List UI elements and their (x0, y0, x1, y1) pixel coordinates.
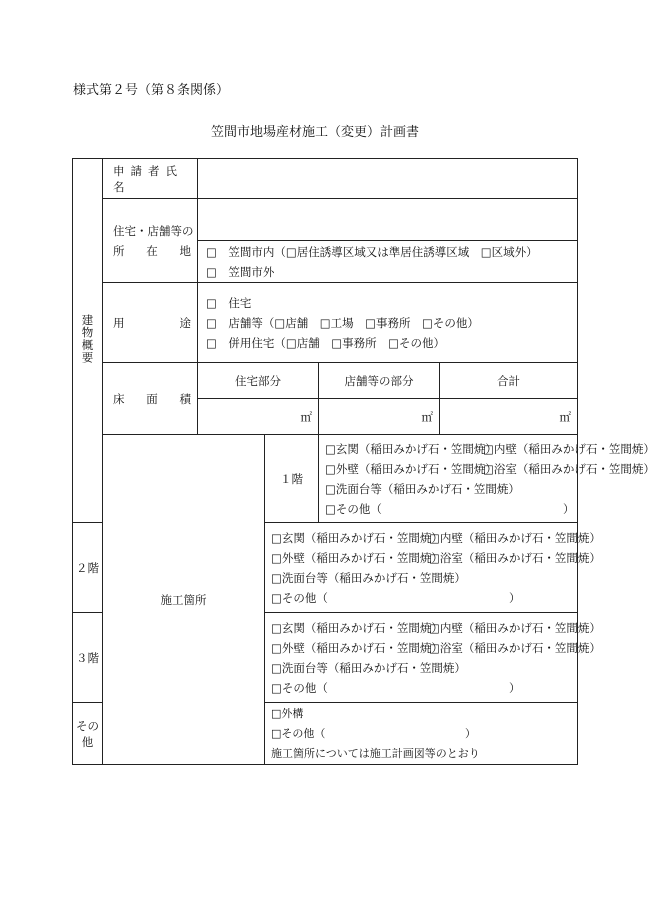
floor-area-residence-header: 住宅部分 (198, 363, 319, 399)
floor-2-bathroom[interactable]: □浴室（稲田みかげ石・笠間焼） (429, 550, 601, 565)
building-overview-label: 建物概要 (80, 314, 95, 364)
location-options (198, 241, 578, 283)
usage-option-store[interactable]: □ 店舗等（□店舗 □工場 □事務所 □その他） (206, 315, 479, 330)
floor-3-bathroom[interactable]: □浴室（稲田みかげ石・笠間焼） (429, 640, 601, 655)
construction-note: 施工箇所については施工計画図等のとおり (271, 746, 480, 760)
applicant-name-field[interactable] (198, 159, 578, 199)
floor-area-residence-field[interactable] (198, 399, 319, 435)
usage-options (198, 283, 578, 363)
floor-3-washbasin[interactable]: □洗面台等（稲田みかげ石・笠間焼） (271, 660, 466, 675)
floor-1-areas (319, 435, 655, 523)
other-other[interactable]: □その他（ ） (271, 726, 476, 740)
floor-2-exterior-wall[interactable]: □外壁（稲田みかげ石・笠間焼） (271, 550, 443, 565)
floor-3-other[interactable]: □その他（ ） (271, 680, 521, 695)
location-label-top: 住宅・店舗等の (113, 223, 194, 238)
floor-3-interior-wall[interactable]: □内壁（稲田みかげ石・笠間焼） (429, 620, 601, 635)
floor-1-interior-wall[interactable]: □内壁（稲田みかげ石・笠間焼） (483, 441, 655, 456)
document-title: 笠間市地場産材施工（変更）計画書 (210, 125, 419, 140)
unit-sqm: ㎡ (559, 409, 571, 424)
floor-2-areas (265, 523, 601, 613)
usage-option-residence[interactable]: □ 住宅 (206, 295, 252, 310)
floor-area-label-cell (103, 363, 198, 435)
location-label-bottom: 所 在 地 (113, 243, 191, 258)
other-area-label: その他 (73, 703, 103, 765)
building-overview-section (73, 159, 103, 523)
usage-option-mixed[interactable]: □ 併用住宅（□店舗 □事務所 □その他） (206, 335, 445, 350)
other-exterior-structure[interactable]: □外構 (271, 706, 304, 720)
floor-area-total-header: 合計 (440, 363, 578, 399)
floor-area-store-field[interactable] (319, 399, 440, 435)
floor-2-entrance[interactable]: □玄関（稲田みかげ石・笠間焼） (271, 530, 443, 545)
floor-3-exterior-wall[interactable]: □外壁（稲田みかげ石・笠間焼） (271, 640, 443, 655)
floor-1-exterior-wall[interactable]: □外壁（稲田みかげ石・笠間焼） (325, 461, 497, 476)
construction-section-label-cell (103, 435, 265, 765)
location-address-field[interactable] (198, 199, 578, 241)
floor-1-washbasin[interactable]: □洗面台等（稲田みかげ石・笠間焼） (325, 481, 520, 496)
applicant-name-label-cell (103, 159, 198, 199)
floor-1-other[interactable]: □その他（ ） (325, 501, 575, 516)
construction-section-label: 施工箇所 (160, 592, 207, 607)
location-label-cell (103, 199, 198, 283)
floor-3-areas (265, 613, 601, 703)
floor-2-washbasin[interactable]: □洗面台等（稲田みかげ石・笠間焼） (271, 570, 466, 585)
usage-label: 用 途 (113, 315, 191, 330)
floor-area-store-header: 店舗等の部分 (319, 363, 440, 399)
usage-label-cell (103, 283, 198, 363)
floor-area-total-field[interactable] (440, 399, 578, 435)
unit-sqm: ㎡ (421, 409, 433, 424)
floor-2-interior-wall[interactable]: □内壁（稲田みかげ石・笠間焼） (429, 530, 601, 545)
floor-1-entrance[interactable]: □玄関（稲田みかげ石・笠間焼） (325, 441, 497, 456)
floor-2-other[interactable]: □その他（ ） (271, 590, 521, 605)
floor-3-entrance[interactable]: □玄関（稲田みかげ石・笠間焼） (271, 620, 443, 635)
application-form-table (72, 158, 655, 765)
location-option-outside-city[interactable]: □ 笠間市外 (206, 264, 275, 279)
form-number-label: 様式第２号（第８条関係） (73, 83, 230, 98)
unit-sqm: ㎡ (300, 409, 312, 424)
floor-2-label: ２階 (73, 523, 103, 613)
applicant-name-label: 申請者氏名 (113, 163, 183, 194)
floor-3-label: ３階 (73, 613, 103, 703)
other-areas (265, 703, 578, 765)
floor-1-bathroom[interactable]: □浴室（稲田みかげ石・笠間焼） (483, 461, 655, 476)
location-option-inside-city[interactable]: □ 笠間市内（□居住誘導区域又は準居住誘導区域 □区域外） (206, 244, 538, 259)
floor-area-label: 床 面 積 (113, 391, 191, 406)
floor-1-label: １階 (265, 435, 319, 523)
